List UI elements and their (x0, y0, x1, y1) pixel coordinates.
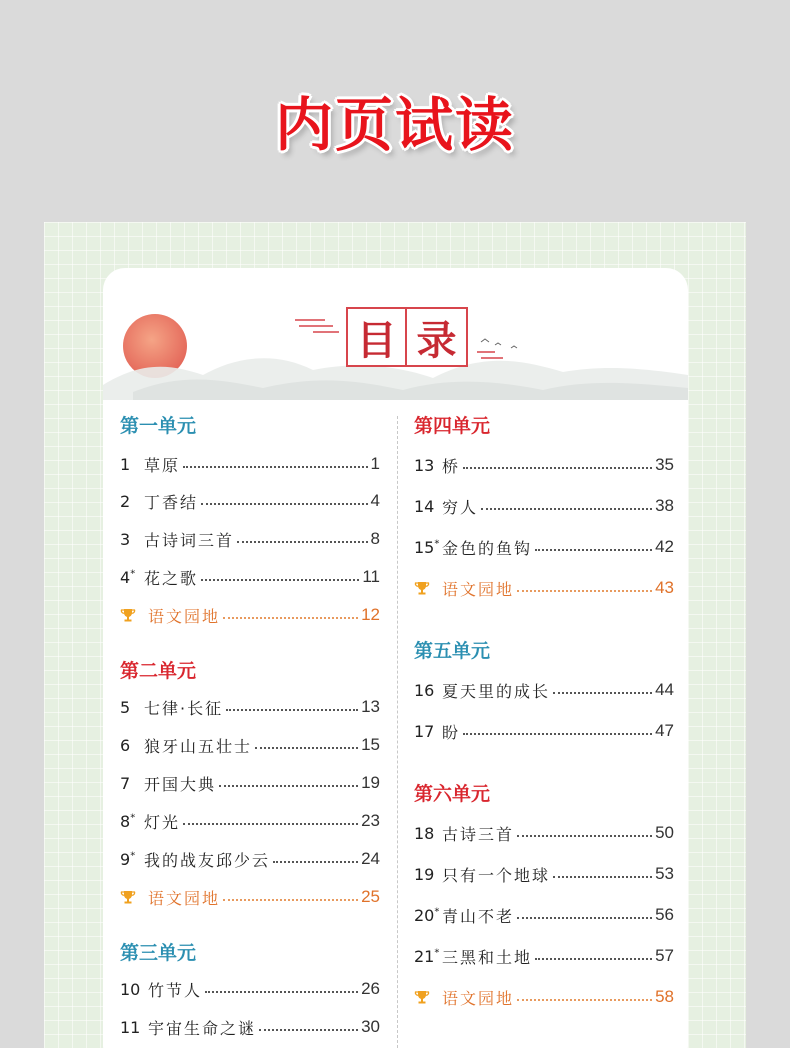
lesson-number: 8* (120, 811, 136, 831)
toc-entry[interactable] (120, 564, 380, 590)
lesson-number: 19 (414, 864, 435, 884)
dot-leader (517, 917, 652, 919)
toc-entry[interactable] (414, 718, 674, 744)
lesson-title: 七律·长征 (144, 698, 224, 718)
toc-entry[interactable] (414, 820, 674, 846)
toc-entry-garden[interactable] (120, 602, 380, 628)
page-number: 4 (370, 491, 380, 510)
page-number: 47 (655, 721, 674, 740)
page-number: 50 (655, 823, 674, 842)
unit-heading: 第五单元 (414, 640, 491, 662)
lesson-title: 古诗词三首 (144, 530, 235, 550)
dot-leader (273, 861, 358, 863)
page-number: 43 (655, 578, 674, 597)
lesson-title: 丁香结 (144, 492, 199, 512)
optional-star: * (434, 538, 440, 550)
page-number: 1 (370, 454, 380, 473)
lesson-number: 18 (414, 823, 435, 843)
page-number: 30 (361, 1017, 380, 1036)
lesson-number: 16 (414, 680, 435, 700)
dot-leader (219, 785, 358, 787)
unit-heading: 第六单元 (414, 783, 491, 805)
lesson-title: 语文园地 (442, 579, 515, 599)
toc-entry[interactable] (120, 1014, 380, 1040)
toc-entry[interactable] (414, 452, 674, 478)
trophy-icon (120, 607, 136, 623)
toc-entry[interactable] (120, 732, 380, 758)
lesson-title: 狼牙山五壮士 (144, 736, 253, 756)
toc-entry[interactable] (120, 488, 380, 514)
unit-heading: 第一单元 (120, 415, 197, 437)
lesson-title: 三黑和土地 (442, 947, 533, 967)
toc-entry[interactable] (414, 534, 674, 560)
unit-heading: 第四单元 (414, 415, 491, 437)
dot-leader (183, 823, 358, 825)
lesson-number: 3 (120, 529, 131, 549)
toc-entry[interactable] (120, 526, 380, 552)
page-number: 19 (361, 773, 380, 792)
toc-title-char: 目 (348, 309, 407, 365)
lesson-title: 青山不老 (442, 906, 515, 926)
page-number: 57 (655, 946, 674, 965)
page-number: 13 (361, 697, 380, 716)
toc-entry[interactable] (120, 694, 380, 720)
lesson-number: 1 (120, 454, 131, 474)
lesson-title: 金色的鱼钩 (442, 538, 533, 558)
lesson-title: 古诗三首 (442, 824, 515, 844)
unit-heading: 第二单元 (120, 660, 197, 682)
dot-leader (201, 579, 359, 581)
dot-leader (255, 747, 358, 749)
optional-star: * (130, 850, 136, 862)
lesson-number: 21* (414, 946, 440, 966)
lesson-number: 11 (120, 1017, 141, 1037)
lesson-title: 花之歌 (144, 568, 199, 588)
page-number: 58 (655, 987, 674, 1006)
lesson-number: 5 (120, 697, 131, 717)
page-number: 24 (361, 849, 380, 868)
lesson-title: 桥 (442, 456, 461, 476)
dot-leader (535, 958, 652, 960)
page-number: 38 (655, 496, 674, 515)
page-number: 8 (370, 529, 380, 548)
toc-entry-garden[interactable] (120, 884, 380, 910)
trophy-icon (414, 580, 430, 596)
page-number: 44 (655, 680, 674, 699)
lesson-number: 2 (120, 491, 131, 511)
dot-leader (463, 467, 652, 469)
lesson-number: 7 (120, 773, 131, 793)
lesson-title: 草原 (144, 455, 181, 475)
page-number: 15 (361, 735, 380, 754)
lesson-number: 20* (414, 905, 440, 925)
lesson-number: 17 (414, 721, 435, 741)
lesson-title: 开国大典 (144, 774, 217, 794)
dot-leader (201, 503, 368, 505)
lesson-title: 语文园地 (148, 606, 221, 626)
toc-entry[interactable] (414, 493, 674, 519)
toc-entry[interactable] (120, 808, 380, 834)
lesson-title: 竹节人 (148, 980, 203, 1000)
lesson-title: 我的战友邱少云 (144, 850, 271, 870)
toc-entry-garden[interactable] (414, 984, 674, 1010)
dot-leader (237, 541, 368, 543)
dot-leader (535, 549, 652, 551)
dot-leader (223, 617, 358, 619)
page-number: 26 (361, 979, 380, 998)
optional-star: * (130, 812, 136, 824)
dot-leader (517, 835, 652, 837)
lesson-number: 13 (414, 455, 435, 475)
lesson-number: 4* (120, 567, 136, 587)
page-number: 42 (655, 537, 674, 556)
banner-title: 内页试读 (274, 91, 515, 159)
lesson-title: 穷人 (442, 497, 479, 517)
dot-leader (223, 899, 358, 901)
page-number: 11 (362, 567, 380, 586)
lesson-title: 盼 (442, 722, 461, 742)
dot-leader (481, 508, 652, 510)
dot-leader (259, 1029, 358, 1031)
page-number: 12 (361, 605, 380, 624)
lesson-title: 语文园地 (442, 988, 515, 1008)
lesson-number: 14 (414, 496, 435, 516)
toc-entry[interactable] (414, 677, 674, 703)
dot-leader (226, 709, 358, 711)
lesson-title: 夏天里的成长 (442, 681, 551, 701)
page-number: 35 (655, 455, 674, 474)
optional-star: * (434, 906, 440, 918)
lesson-number: 9* (120, 849, 136, 869)
page-number: 25 (361, 887, 380, 906)
dot-leader (463, 733, 652, 735)
toc-entry[interactable] (414, 902, 674, 928)
toc-title (346, 307, 468, 367)
toc-entry[interactable] (120, 976, 380, 1002)
toc-entry[interactable] (120, 846, 380, 872)
trophy-icon (120, 889, 136, 905)
lesson-title: 宇宙生命之谜 (148, 1018, 257, 1038)
toc-entry[interactable] (120, 770, 380, 796)
page-number: 53 (655, 864, 674, 883)
lesson-title: 语文园地 (148, 888, 221, 908)
lesson-number: 15* (414, 537, 440, 557)
lesson-number: 6 (120, 735, 131, 755)
column-divider (397, 416, 398, 1048)
trophy-icon (414, 989, 430, 1005)
lesson-title: 灯光 (144, 812, 181, 832)
toc-entry[interactable] (414, 861, 674, 887)
dot-leader (205, 991, 358, 993)
dot-leader (517, 999, 652, 1001)
page-number: 56 (655, 905, 674, 924)
optional-star: * (130, 568, 136, 580)
optional-star: * (434, 947, 440, 959)
dot-leader (517, 590, 652, 592)
unit-heading: 第三单元 (120, 942, 197, 964)
toc-entry[interactable] (414, 943, 674, 969)
dot-leader (183, 466, 368, 468)
dot-leader (553, 692, 652, 694)
lesson-number: 10 (120, 979, 141, 999)
toc-entry[interactable] (120, 451, 380, 477)
toc-title-char: 录 (416, 317, 457, 364)
toc-entry-garden[interactable] (414, 575, 674, 601)
page-number: 23 (361, 811, 380, 830)
dot-leader (553, 876, 652, 878)
lesson-title: 只有一个地球 (442, 865, 551, 885)
